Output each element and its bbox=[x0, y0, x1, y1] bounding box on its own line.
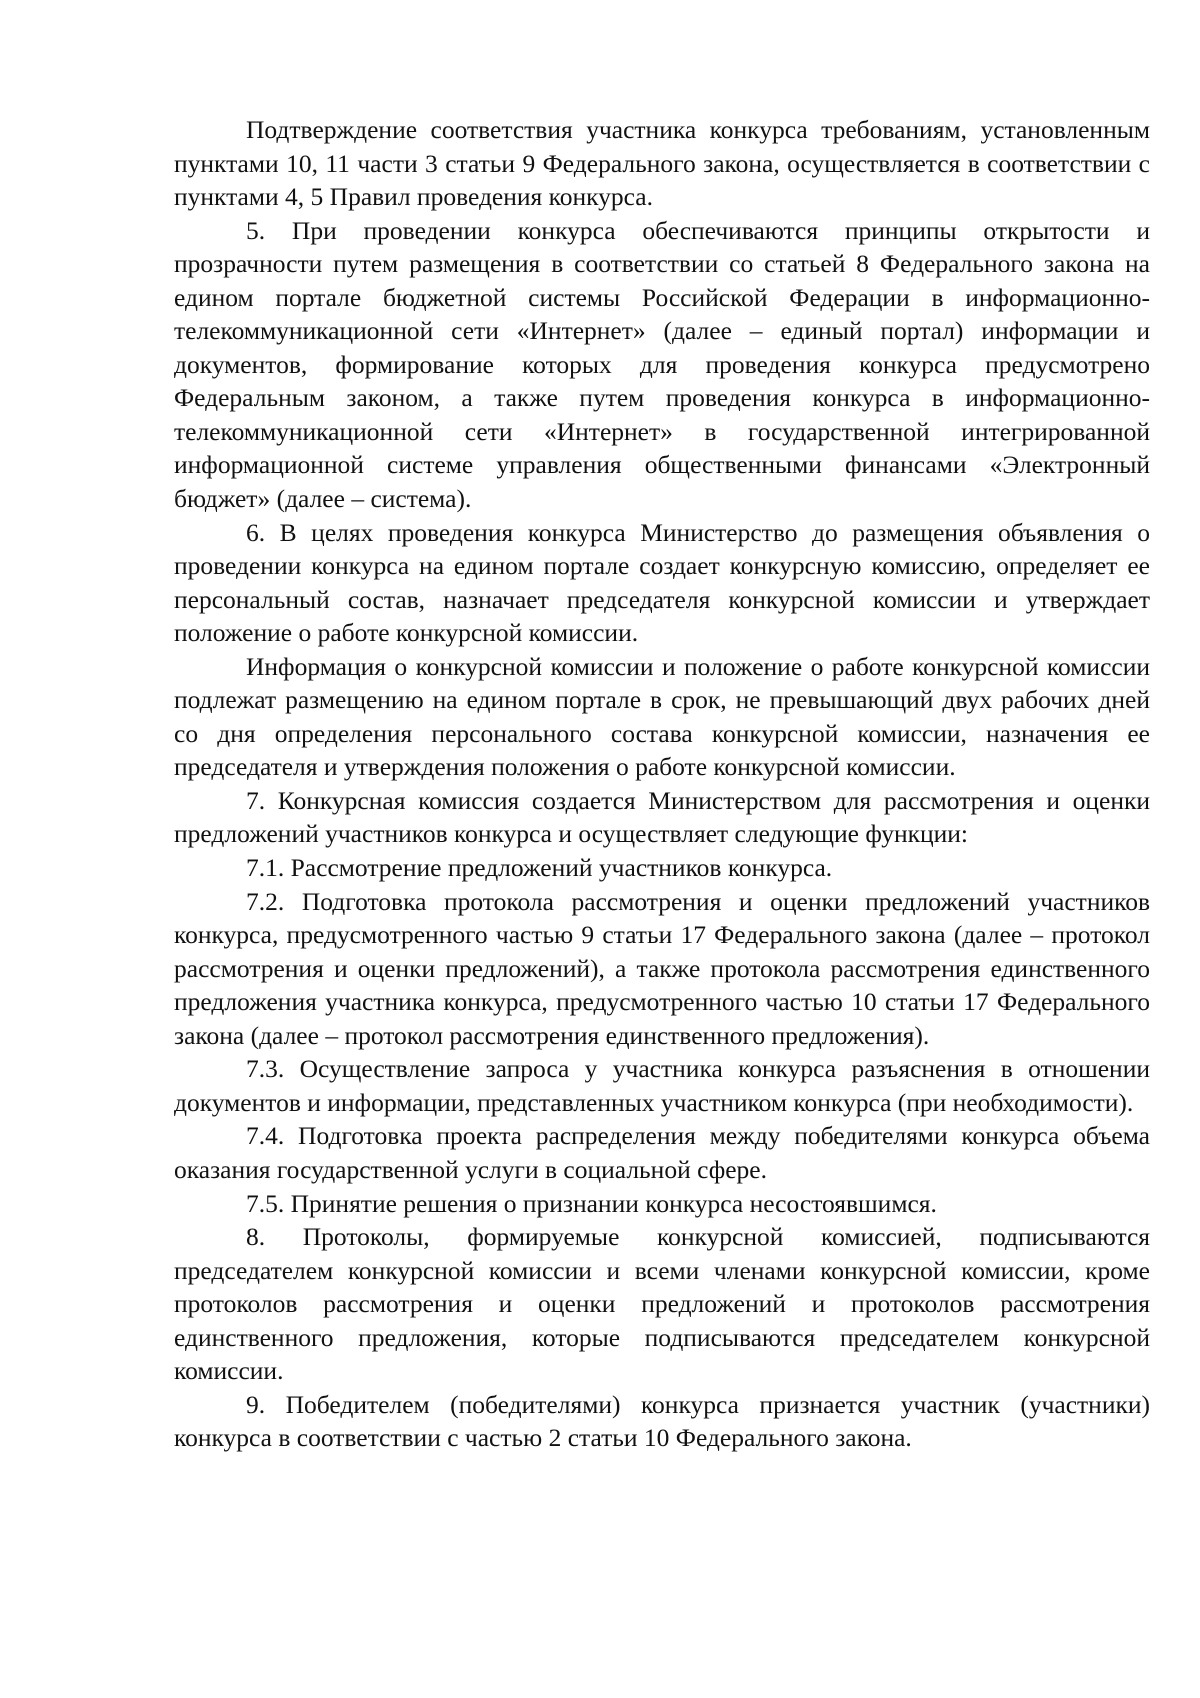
document-page bbox=[174, 113, 1150, 1455]
paragraph-7-2: 7.2. Подготовка протокола рассмотрения и оценки предложений участников конкурса, предусмотренного частью 9 статьи 17 Федерального закона (далее – протокол рассмотрения и оценки предложений), а также протокола рассмотрения единственного предложения участника конкурса, предусмотренного частью 10 статьи 17 Федерального закона (далее – протокол рассмотрения единственного предложения). bbox=[174, 886, 1150, 1050]
paragraph-7-3: 7.3. Осуществление запроса у участника конкурса разъяснения в отношении документов и информации, представленных участником конкурса (при необходимости). bbox=[174, 1054, 1150, 1117]
paragraph-7-5: 7.5. Принятие решения о признании конкурса несостоявшимся. bbox=[246, 1188, 937, 1218]
paragraph-6: 6. В целях проведения конкурса Министерство до размещения объявления о проведении конкурса на едином портале создает конкурсную комиссию, определяет ее персональный состав, назначает председателя конкурсной комиссии и утверждает положение о работе конкурсной комиссии. bbox=[174, 517, 1150, 648]
paragraph-5: 5. При проведении конкурса обеспечиваются принципы открытости и прозрачности путем размещения в соответствии со статьей 8 Федерального закона на едином портале бюджетной системы Российской Федерации в информационно-телекоммуникационной сети «Интернет» (далее – единый портал) информации и документов, формирование которых для проведения конкурса предусмотрено Федеральным законом, а также путем проведения конкурса в информационно-телекоммуникационной сети «Интернет» в государственной интегрированной информационной системе управления общественными финансами «Электронный бюджет» (далее – система). bbox=[174, 215, 1150, 514]
paragraph-7-1: 7.1. Рассмотрение предложений участников конкурса. bbox=[246, 853, 833, 883]
paragraph-7: 7. Конкурсная комиссия создается Министерством для рассмотрения и оценки предложений участников конкурса и осуществляет следующие функции: bbox=[174, 785, 1150, 849]
paragraph-8: 8. Протоколы, формируемые конкурсной комиссией, подписываются председателем конкурсной комиссии и всеми членами конкурсной комиссии, кроме протоколов рассмотрения и оценки предложений и протоколов рассмотрения единственного предложения, которые подписываются председателем конкурсной комиссии. bbox=[174, 1222, 1150, 1386]
paragraph-9: 9. Победителем (победителями) конкурса признается участник (участники) конкурса в соответствии с частью 2 статьи 10 Федерального закона. bbox=[174, 1389, 1150, 1453]
paragraph-confirmation: Подтверждение соответствия участника конкурса требованиям, установленным пунктами 10, 11 части 3 статьи 9 Федерального закона, осуществляется в соответствии с пунктами 4, 5 Правил проведения конкурса. bbox=[174, 115, 1150, 212]
paragraph-commission-info: Информация о конкурсной комиссии и положение о работе конкурсной комиссии подлежат размещению на едином портале в срок, не превышающий двух рабочих дней со дня определения персонального состава конкурсной комиссии, назначения ее председателя и утверждения положения о работе конкурсной комиссии. bbox=[174, 651, 1150, 782]
paragraph-7-4: 7.4. Подготовка проекта распределения между победителями конкурса объема оказания государственной услуги в социальной сфере. bbox=[174, 1121, 1150, 1184]
